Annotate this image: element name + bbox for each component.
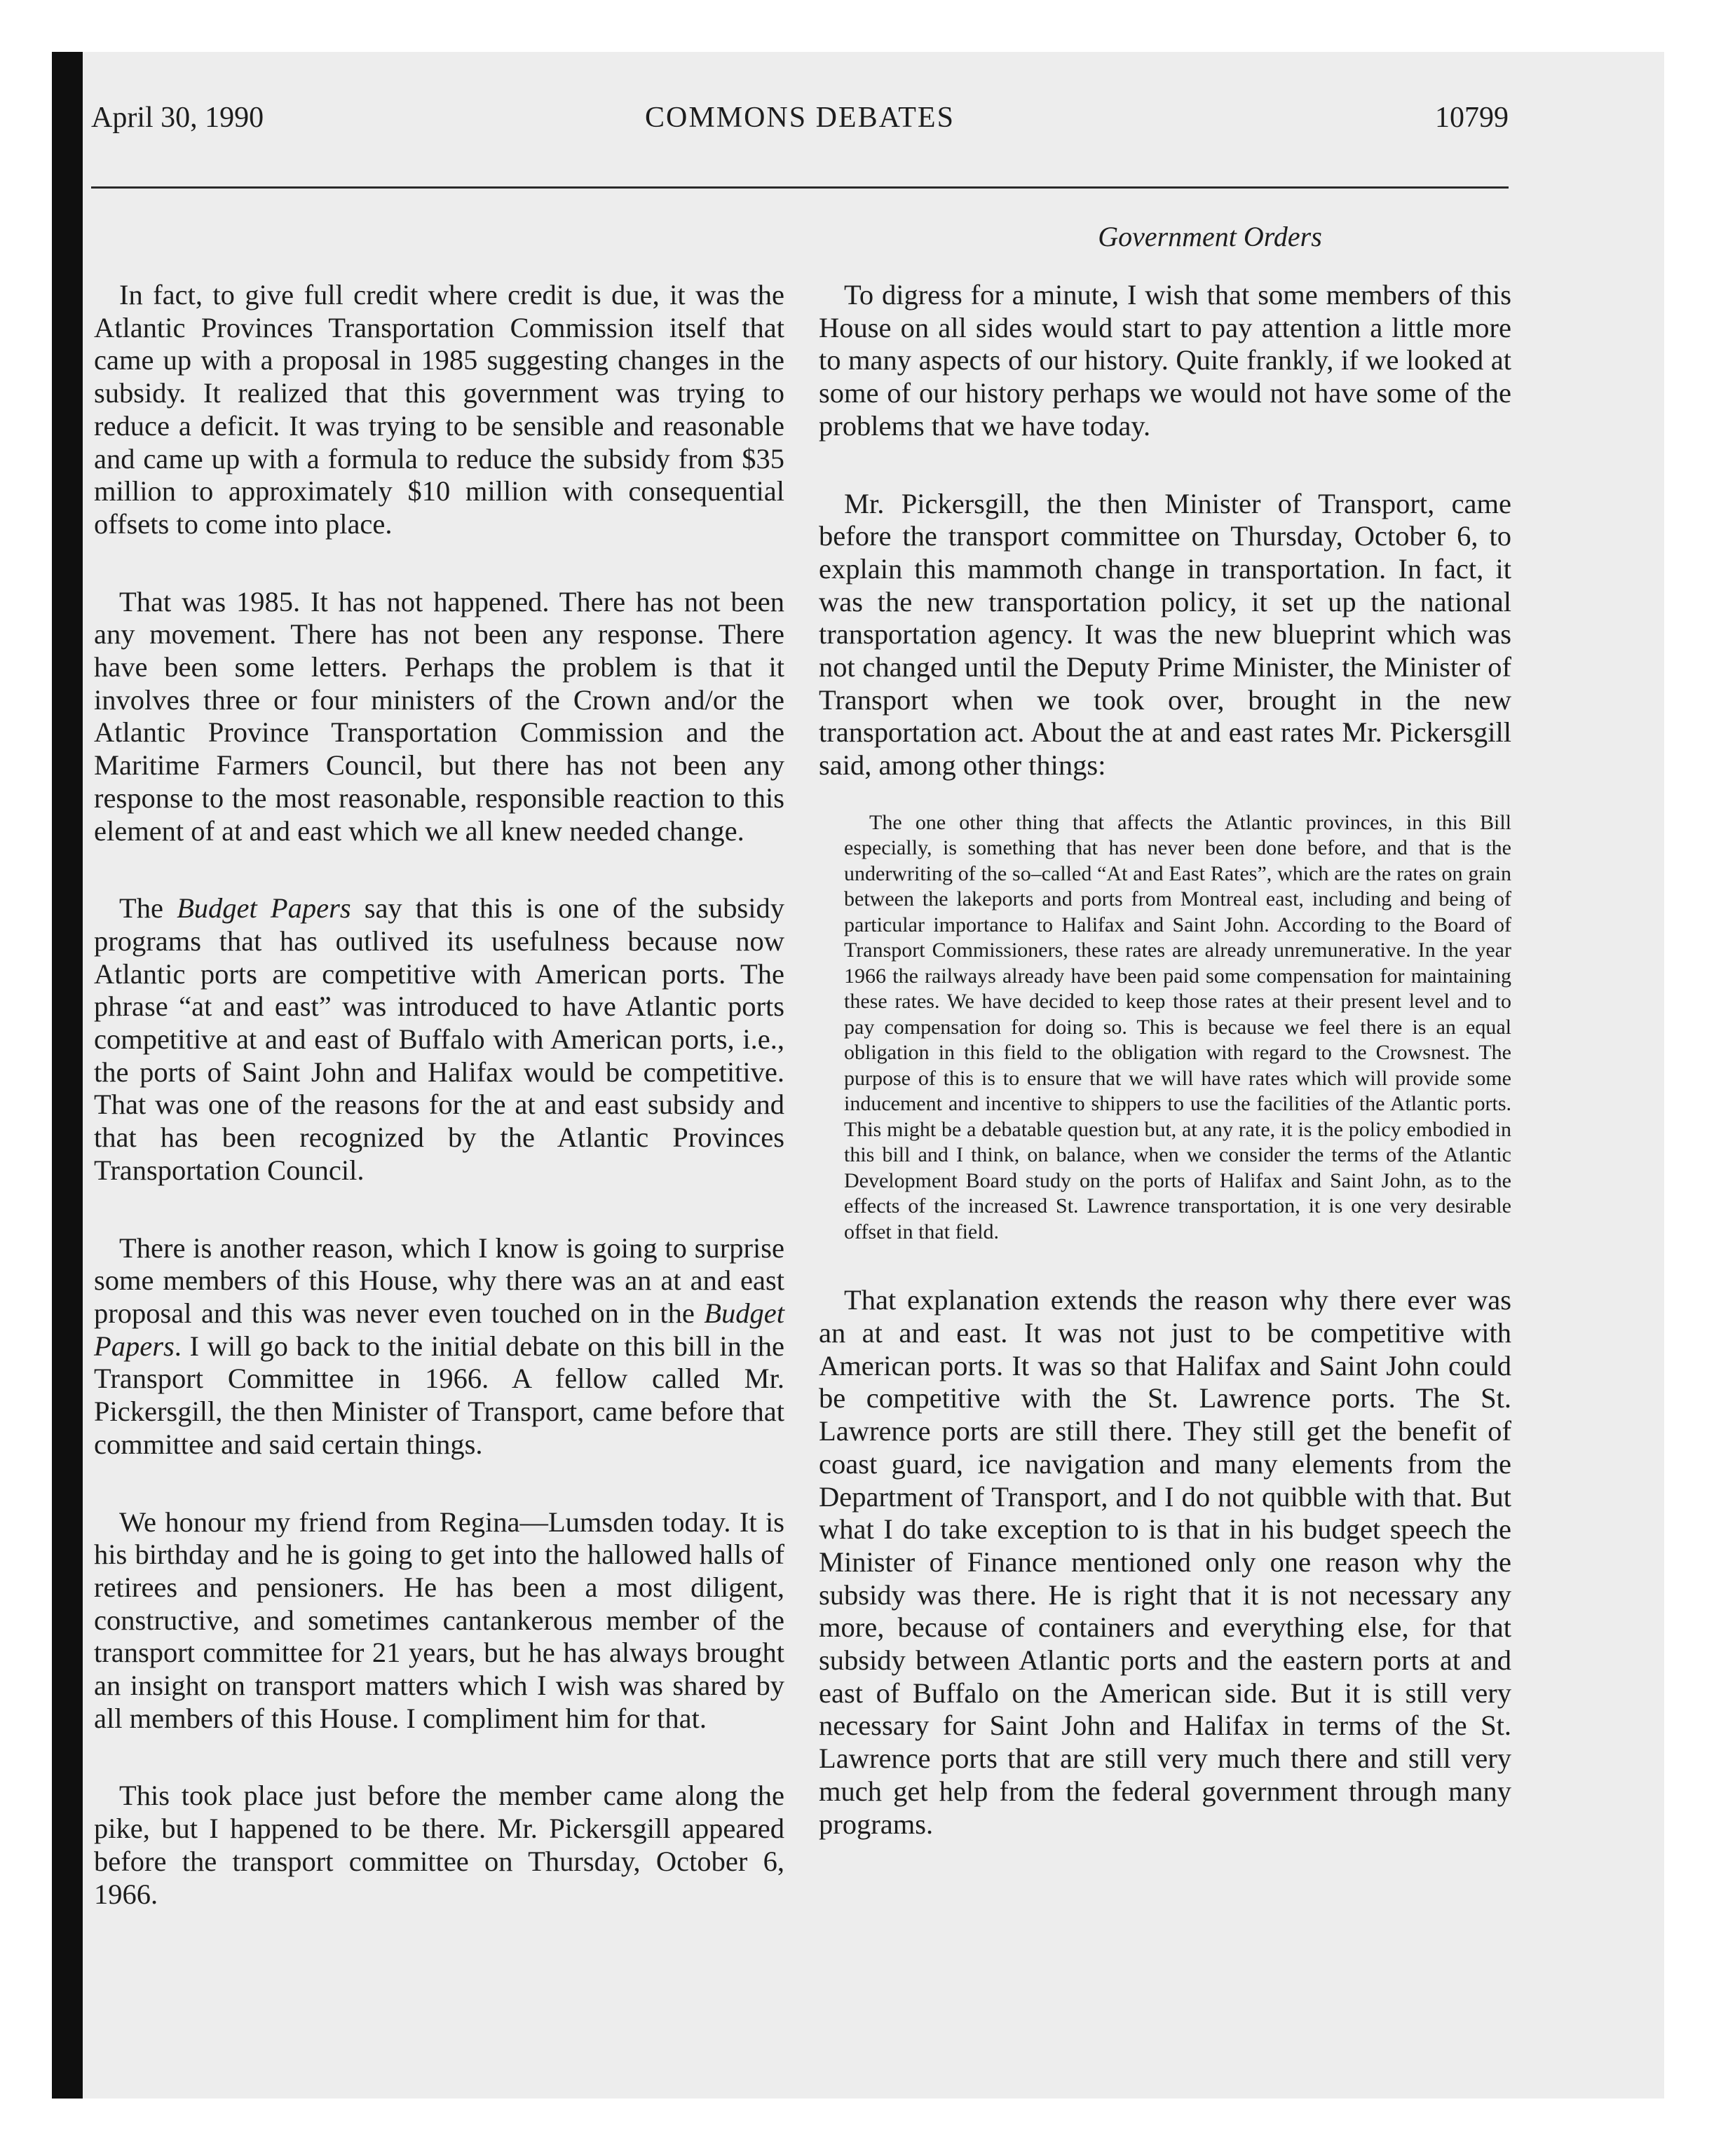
right-column (819, 279, 1511, 1885)
italic-title: Budget Papers (177, 892, 351, 925)
paragraph (94, 892, 784, 1187)
header-date: April 30, 1990 (91, 102, 264, 134)
section-label: Government Orders (1098, 221, 1322, 252)
binding-edge (52, 52, 83, 2099)
left-column (94, 279, 784, 1911)
header-title: COMMONS DEBATES (645, 102, 955, 134)
paragraph: This took place just before the member came along the pike, but I happened to be there. Mr. Pickersgill appeared before the transport committee on Thursday, October 6, 1966. (94, 1780, 784, 1910)
paragraph: Mr. Pickersgill, the then Minister of Transport, came before the transport committee on Thursday, October 6, to explain this mammoth change in transportation. In fact, it was the new transportation policy, it set up the national transportation agency. It was the new blueprint which was not changed until the Deputy Prime Minister, the Minister of Transport when we took over, brought in the new transportation act. About the at and east rates Mr. Pickersgill said, among other things: (819, 487, 1511, 782)
paragraph-text: . I will go back to the initial debate on this bill in the Transport Committee in 1966. A fellow called Mr. Pickersgill, the then Minister of Transport, came before that committee and said certain things. (94, 1330, 784, 1460)
paragraph: In fact, to give full credit where credit is due, it was the Atlantic Provinces Transportation Commission itself that came up with a proposal in 1985 suggesting changes in the subsidy. It realized that this government was trying to reduce a deficit. It was trying to be sensible and reasonable and came up with a formula to reduce the subsidy from $35 million to approximately $10 million with consequential offsets to come into place. (94, 279, 784, 540)
running-header (91, 97, 1509, 139)
paragraph: That explanation extends the reason why there ever was an at and east. It was not just to be competitive with American ports. It was so that Halifax and Saint John could be competitive with the St. Lawrence ports. The St. Lawrence ports are still there. They still get the benefit of coast guard, ice navigation and many elements from the Department of Transport, and I do not quibble with that. But what I do take exception to is that in his budget speech the Minister of Finance mentioned only one reason why the subsidy was there. He is right that it is not necessary any more, because of containers and everything else, for that subsidy between Atlantic ports and the eastern ports at and east of Buffalo on the American side. But it is still very necessary for Saint John and Halifax in terms of the St. Lawrence ports that are still very much there and still very much get help from the federal government through many programs. (819, 1284, 1511, 1840)
paragraph: That was 1985. It has not happened. There has not been any movement. There has not been any response. There have been some letters. Perhaps the problem is that it involves three or four ministers of the Crown and/or the Atlantic Province Transportation Commission and the Maritime Farmers Council, but there has not been any response to the most reasonable, responsible reaction to this element of at and east which we all knew needed change. (94, 585, 784, 847)
paragraph: To digress for a minute, I wish that some members of this House on all sides would start to pay attention a little more to many aspects of our history. Quite frankly, if we looked at some of our history perhaps we would not have some of the problems that we have today. (819, 279, 1511, 442)
header-page-number: 10799 (1435, 102, 1509, 134)
italic-title: Budget Papers (94, 1297, 784, 1362)
paragraph (94, 1232, 784, 1461)
header-rule (91, 186, 1509, 189)
block-quote: The one other thing that affects the Atlantic provinces, in this Bill especially, is something that has never been done before, and that is the underwriting of the so–called “At and East Rates”, which are the rates on grain between the lakeports and ports from Montreal east, including and being of particular importance to Halifax and Saint John. According to the Board of Transport Commissioners, these rates are already unremunerative. In the year 1966 the railways already have been paid some compensation for maintaining these rates. We have decided to keep those rates at their present level and to pay compensation for doing so. This is because we feel there is an equal obligation in this field to the obligation with regard to the Crowsnest. The purpose of this is to ensure that we will have rates which will provide some inducement and incentive to shippers to use the facilities of the Atlantic ports. This might be a debatable question but, at any rate, it is the policy embodied in this bill and I think, on balance, when we consider the terms of the Atlantic Development Board study on the ports of Halifax and Saint John, as to the effects of the increased St. Lawrence transportation, it is one very desirable offset in that field. (844, 810, 1511, 1243)
paragraph-text: The (119, 892, 177, 925)
paragraph-text: say that this is one of the subsidy programs that has outlived its usefulness because now Atlantic ports are competitive with American ports. The phrase “at and east” was introduced to have Atlantic ports competitive at and east of Buffalo with American ports, i.e., the ports of Saint John and Halifax would be competitive. That was one of the reasons for the at and east subsidy and that has been recognized by the Atlantic Provinces Transportation Council. (94, 892, 784, 1186)
paragraph-text: There is another reason, which I know is going to surprise some members of this House, why there was an at and east proposal and this was never even touched on in the (94, 1231, 784, 1329)
paragraph: We honour my friend from Regina—Lumsden today. It is his birthday and he is going to get into the hallowed halls of retirees and pensioners. He has been a most diligent, constructive, and sometimes cantankerous member of the transport committee for 21 years, but he has always brought an insight on transport matters which I wish was shared by all members of this House. I compliment him for that. (94, 1506, 784, 1734)
